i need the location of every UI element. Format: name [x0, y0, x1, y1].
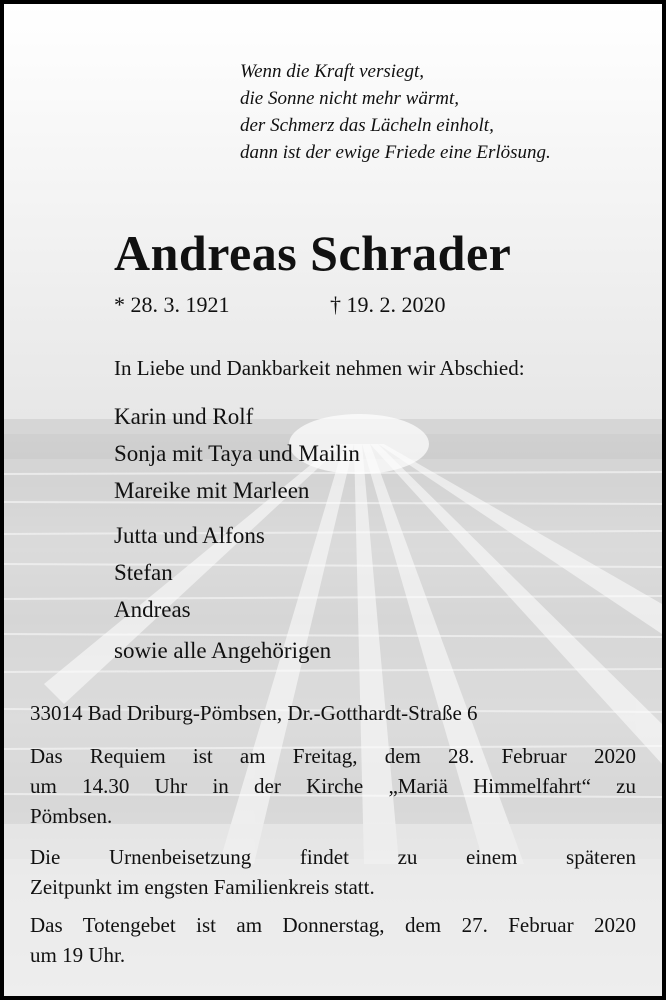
birth-date: * 28. 3. 1921: [114, 292, 230, 317]
paragraph-line: um 19 Uhr.: [30, 943, 126, 967]
deceased-name: Andreas Schrader: [114, 225, 512, 281]
family-member: Sonja mit Taya und Mailin: [114, 441, 360, 466]
family-group-2: [114, 517, 265, 628]
family-member: Jutta und Alfons: [114, 523, 265, 548]
family-member: Mareike mit Marleen: [114, 478, 310, 503]
address: 33014 Bad Driburg-Pömbsen, Dr.-Gotthardt-Straße 6: [30, 701, 478, 725]
family-member: Karin und Rolf: [114, 404, 254, 429]
death-date: † 19. 2. 2020: [330, 292, 446, 317]
relatives-line: sowie alle Angehörigen: [114, 638, 332, 663]
paragraph-line: Das Requiem ist am Freitag, dem 28. Februar 2020: [30, 744, 636, 768]
paragraph-line: um 14.30 Uhr in der Kirche „Mariä Himmelfahrt“ zu: [30, 774, 636, 798]
requiem-paragraph: [30, 741, 636, 831]
paragraph-line: Pömbsen.: [30, 804, 113, 828]
poem-line: der Schmerz das Lächeln einholt,: [240, 115, 494, 136]
family-group-1: [114, 398, 360, 509]
poem-line: dann ist der ewige Friede eine Erlösung.: [240, 142, 551, 163]
burial-paragraph: [30, 842, 636, 902]
prayer-paragraph: [30, 910, 636, 970]
poem-line: Wenn die Kraft versiegt,: [240, 61, 424, 82]
family-member: Stefan: [114, 560, 173, 585]
family-member: Andreas: [114, 597, 191, 622]
poem: [240, 58, 551, 166]
farewell-line: In Liebe und Dankbarkeit nehmen wir Abschied:: [114, 356, 525, 380]
poem-line: die Sonne nicht mehr wärmt,: [240, 88, 460, 109]
paragraph-line: Das Totengebet ist am Donnerstag, dem 27. Februar 2020: [30, 913, 636, 937]
paragraph-line: Zeitpunkt im engsten Familienkreis statt.: [30, 875, 375, 899]
paragraph-line: Die Urnenbeisetzung findet zu einem späteren: [30, 845, 636, 869]
life-dates: [114, 292, 446, 318]
